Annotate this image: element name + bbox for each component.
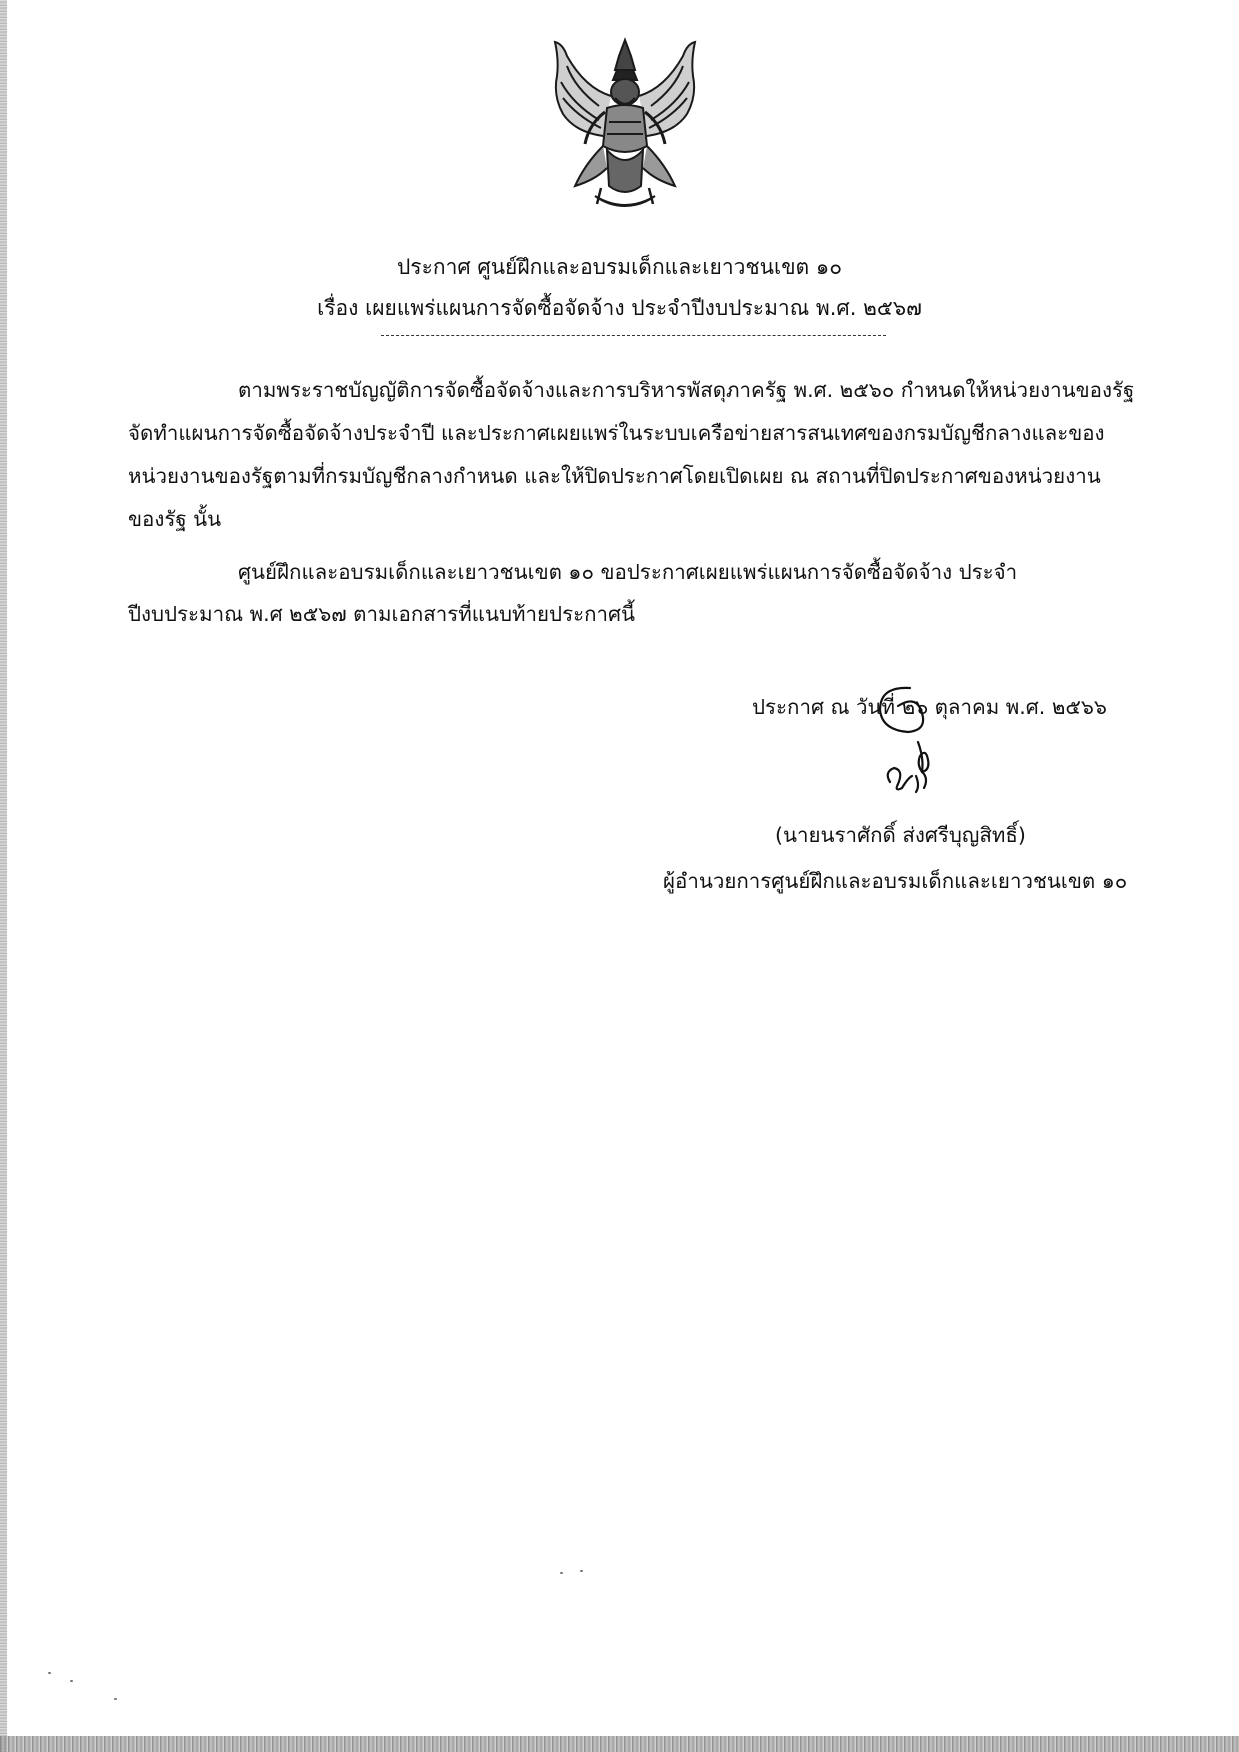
announcement-title: ประกาศ ศูนย์ฝึกและอบรมเด็กและเยาวชนเขต ๑๐ — [396, 255, 843, 279]
body-paragraph-1-line-2: จัดทำแผนการจัดซื้อจัดจ้างประจำปี และประกาศเผยแพร่ในระบบเครือข่ายสารสนเทศของกรมบัญชีกลางและของ — [128, 421, 1105, 445]
body-paragraph-1-line-4: ของรัฐ นั้น — [128, 507, 222, 531]
body-paragraph-2-line-1: ศูนย์ฝึกและอบรมเด็กและเยาวชนเขต ๑๐ ขอประกาศเผยแพร่แผนการจัดซื้อจัดจ้าง ประจำ — [238, 560, 1018, 584]
scan-speck — [580, 1570, 583, 1572]
signer-title: ผู้อำนวยการศูนย์ฝึกและอบรมเด็กและเยาวชนเขต ๑๐ — [663, 869, 1128, 893]
garuda-emblem-icon — [545, 36, 705, 218]
scan-speck — [70, 1680, 73, 1682]
scan-speck — [560, 1572, 563, 1574]
announcement-date: ประกาศ ณ วันที่ ๒๖ ตุลาคม พ.ศ. ๒๕๖๖ — [752, 695, 1107, 719]
handwritten-signature-icon — [850, 680, 960, 810]
body-paragraph-2-line-2: ปีงบประมาณ พ.ศ ๒๕๖๗ ตามเอกสารที่แนบท้ายประกาศนี้ — [128, 602, 636, 626]
scan-speck — [48, 1672, 51, 1674]
title-divider — [381, 335, 886, 336]
announcement-subject: เรื่อง เผยแพร่แผนการจัดซื้อจัดจ้าง ประจำปีงบประมาณ พ.ศ. ๒๕๖๗ — [317, 296, 922, 320]
scan-bottom-edge — [0, 1736, 1239, 1752]
body-paragraph-1-line-3: หน่วยงานของรัฐตามที่กรมบัญชีกลางกำหนด และให้ปิดประกาศโดยเปิดเผย ณ สถานที่ปิดประกาศของหน่วยงาน — [128, 464, 1101, 488]
signer-name: (นายนราศักดิ์ ส่งศรีบุญสิทธิ์) — [775, 823, 1026, 847]
scan-speck — [114, 1698, 117, 1700]
body-paragraph-1-line-1: ตามพระราชบัญญัติการจัดซื้อจัดจ้างและการบริหารพัสดุภาครัฐ พ.ศ. ๒๕๖๐ กำหนดให้หน่วยงานของรัฐ — [238, 378, 1135, 402]
